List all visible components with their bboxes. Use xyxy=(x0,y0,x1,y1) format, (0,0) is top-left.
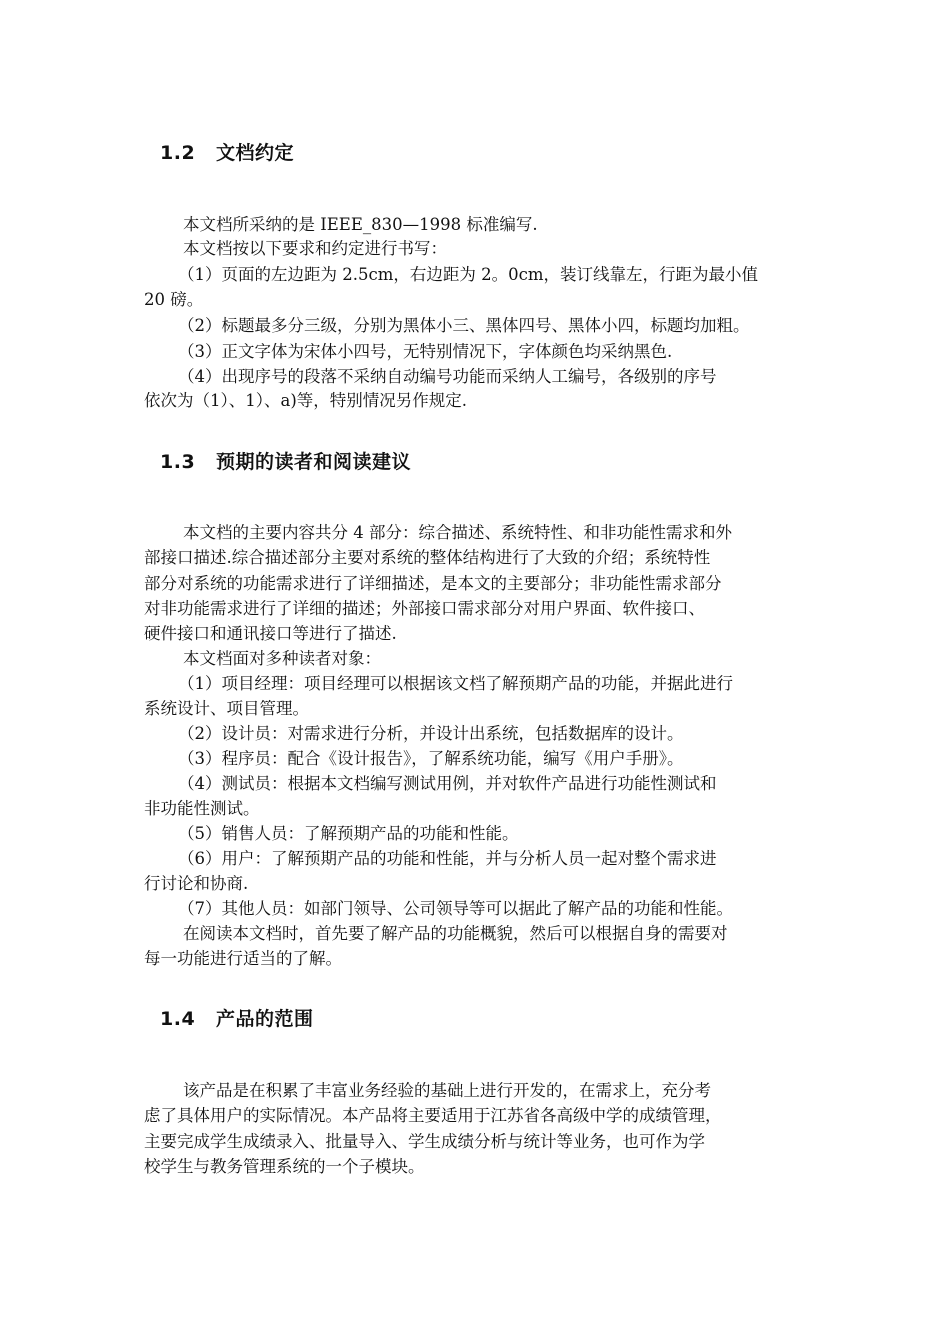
paragraph-line: 每一功能进行适当的了解。 xyxy=(144,949,342,968)
paragraph-line: 本文档按以下要求和约定进行书写： xyxy=(183,239,447,258)
paragraph-line: （3）正文字体为宋体小四号，无特别情况下，字体颜色均采纳黑色. xyxy=(178,342,673,361)
paragraph-line: 主要完成学生成绩录入、批量导入、学生成绩分析与统计等业务，也可作为学 xyxy=(144,1132,705,1151)
paragraph-line: （2）标题最多分三级，分别为黑体小三、黑体四号、黑体小四，标题均加粗。 xyxy=(178,316,750,335)
paragraph-line: 该产品是在积累了丰富业务经验的基础上进行开发的，在需求上，充分考 xyxy=(183,1081,711,1100)
section-number: 1.4 xyxy=(160,1008,196,1030)
section-heading-1-2 xyxy=(160,138,294,165)
paragraph-line: （4）测试员：根据本文档编写测试用例，并对软件产品进行功能性测试和 xyxy=(178,774,717,793)
paragraph-line: 虑了具体用户的实际情况。本产品将主要适用于江苏省各高级中学的成绩管理， xyxy=(144,1106,722,1125)
paragraph-line: 本文档面对多种读者对象： xyxy=(183,649,381,668)
paragraph-line: 部分对系统的功能需求进行了详细描述，是本文的主要部分；非功能性需求部分 xyxy=(144,574,722,593)
paragraph-line: 本文档所采纳的是 IEEE_830—1998 标准编写. xyxy=(183,215,538,234)
paragraph-line: 依次为（1）、1）、a)等，特别情况另作规定. xyxy=(144,391,468,410)
section-title: 产品的范围 xyxy=(216,1008,314,1030)
paragraph-line: 行讨论和协商. xyxy=(144,874,249,893)
section-heading-1-4 xyxy=(160,1004,314,1031)
paragraph-line: （2）设计员：对需求进行分析，并设计出系统，包括数据库的设计。 xyxy=(178,724,684,743)
paragraph-line: 对非功能需求进行了详细的描述；外部接口需求部分对用户界面、软件接口、 xyxy=(144,599,705,618)
paragraph-line: （6）用户：了解预期产品的功能和性能，并与分析人员一起对整个需求进 xyxy=(178,849,717,868)
section-number: 1.2 xyxy=(160,142,196,164)
section-number: 1.3 xyxy=(160,451,196,473)
paragraph-line: （3）程序员：配合《设计报告》，了解系统功能，编写《用户手册》。 xyxy=(178,749,684,768)
section-title: 文档约定 xyxy=(216,142,295,164)
paragraph-line: 部接口描述.综合描述部分主要对系统的整体结构进行了大致的介绍；系统特性 xyxy=(144,548,711,567)
paragraph-line: 本文档的主要内容共分 4 部分：综合描述、系统特性、和非功能性需求和外 xyxy=(183,523,732,542)
paragraph-line: 非功能性测试。 xyxy=(144,799,260,818)
paragraph-line: （7）其他人员：如部门领导、公司领导等可以据此了解产品的功能和性能。 xyxy=(178,899,733,918)
paragraph-line: 校学生与教务管理系统的一个子模块。 xyxy=(144,1157,425,1176)
section-heading-1-3 xyxy=(160,447,411,474)
paragraph-line: 硬件接口和通讯接口等进行了描述. xyxy=(144,624,397,643)
paragraph-line: （5）销售人员：了解预期产品的功能和性能。 xyxy=(178,824,519,843)
paragraph-line: 20 磅。 xyxy=(144,290,204,309)
paragraph-line: （1）页面的左边距为 2.5cm，右边距为 2。0cm，装订线靠左，行距为最小值 xyxy=(178,265,758,284)
paragraph-line: 系统设计、项目管理。 xyxy=(144,699,309,718)
paragraph-line: 在阅读本文档时，首先要了解产品的功能概貌，然后可以根据自身的需要对 xyxy=(183,924,728,943)
paragraph-line: （1）项目经理：项目经理可以根据该文档了解预期产品的功能，并据此进行 xyxy=(178,674,733,693)
paragraph-line: （4）出现序号的段落不采纳自动编号功能而采纳人工编号，各级别的序号 xyxy=(178,367,717,386)
section-title: 预期的读者和阅读建议 xyxy=(216,451,412,473)
